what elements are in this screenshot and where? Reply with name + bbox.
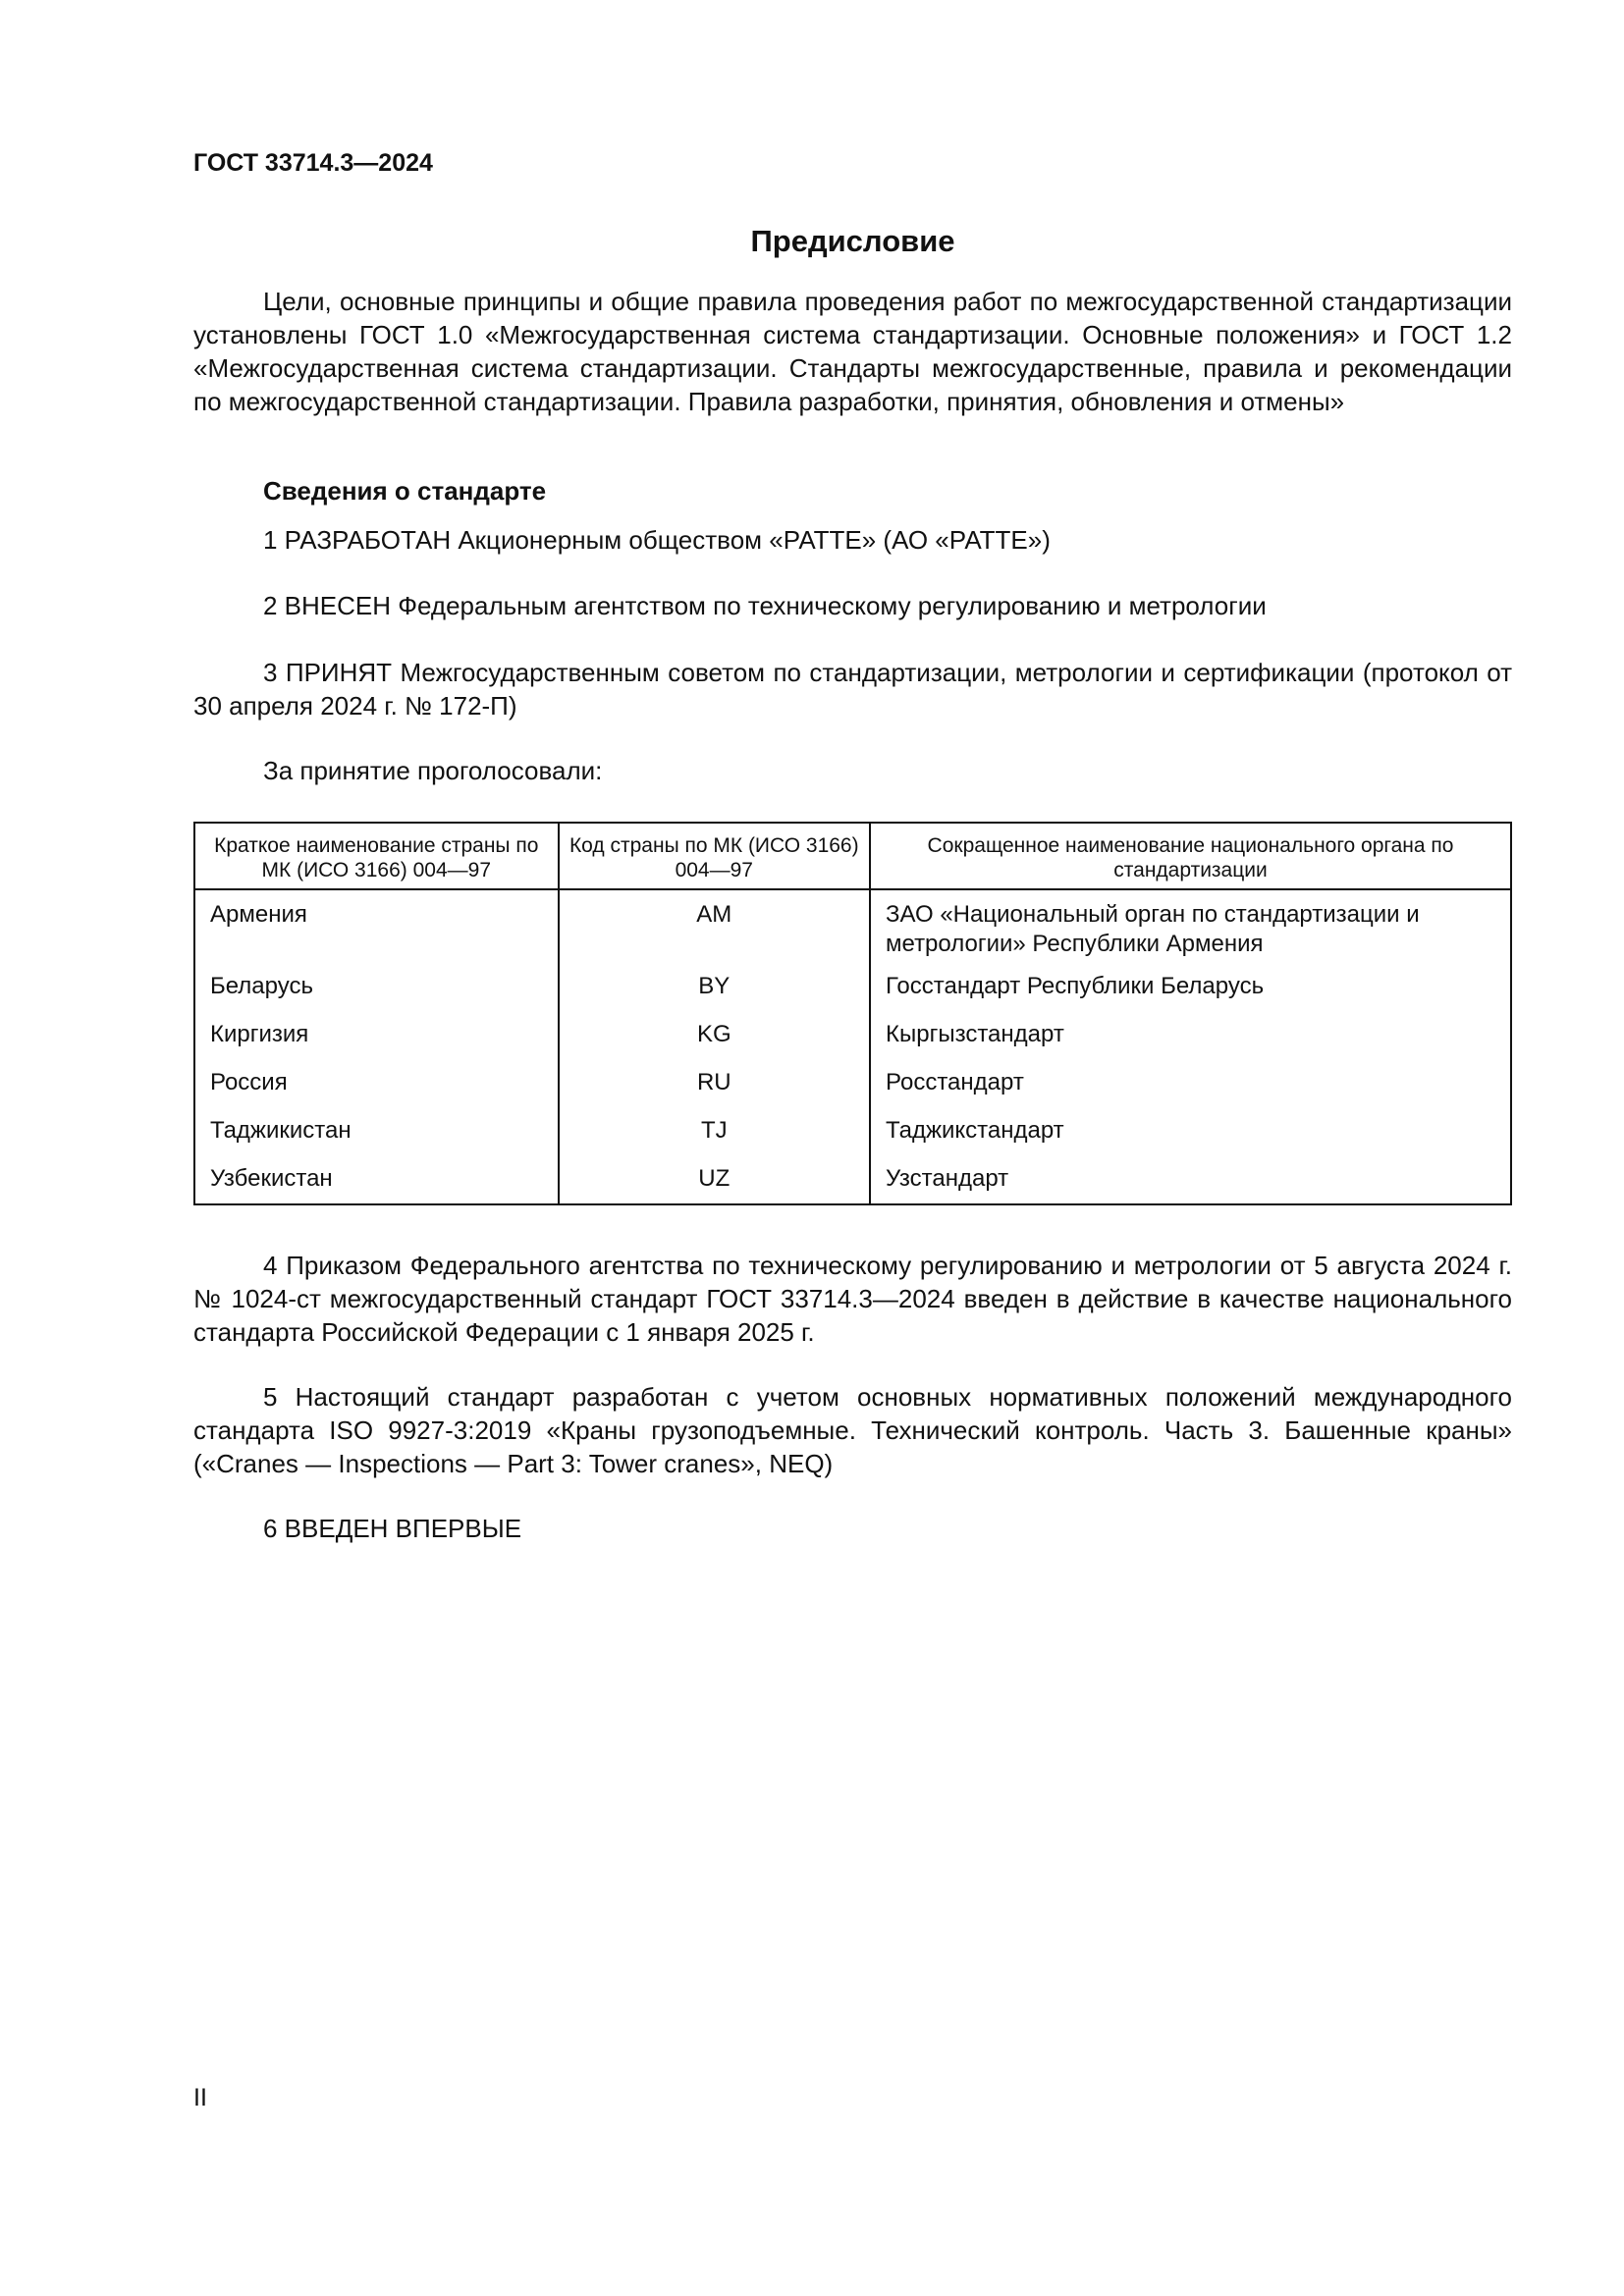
- body-cell: Кыргызстандарт: [870, 1007, 1511, 1055]
- code-cell: BY: [559, 959, 870, 1007]
- item-first-introduced: 6 ВВЕДЕН ВПЕРВЫЕ: [263, 1514, 522, 1543]
- country-cell: Киргизия: [194, 1007, 559, 1055]
- page-title: Предисловие: [750, 224, 955, 258]
- country-cell: Таджикистан: [194, 1103, 559, 1151]
- country-cell: Беларусь: [194, 959, 559, 1007]
- item-introduced: 2 ВНЕСЕН Федеральным агентством по техническому регулированию и метрологии: [263, 591, 1267, 620]
- item-developed: 1 РАЗРАБОТАН Акционерным обществом «РАТТЕ» (АО «РАТТЕ»): [263, 525, 1051, 555]
- page-number: II: [193, 2084, 207, 2111]
- table-row: [194, 1007, 1511, 1055]
- voted-label: За принятие проголосовали:: [263, 756, 603, 785]
- standard-code-header: ГОСТ 33714.3—2024: [193, 149, 433, 177]
- body-cell: Росстандарт: [870, 1055, 1511, 1103]
- code-cell: AM: [559, 889, 870, 959]
- table-row: [194, 959, 1511, 1007]
- country-cell: Узбекистан: [194, 1151, 559, 1204]
- table-row: [194, 1055, 1511, 1103]
- code-cell: RU: [559, 1055, 870, 1103]
- code-cell: TJ: [559, 1103, 870, 1151]
- body-cell: Таджикстандарт: [870, 1103, 1511, 1151]
- code-cell: KG: [559, 1007, 870, 1055]
- standard-info-subheading: Сведения о стандарте: [263, 476, 547, 506]
- header-body: Сокращенное наименование национального органа по стандартизации: [870, 823, 1511, 889]
- intro-paragraph: Цели, основные принципы и общие правила проведения работ по межгосударственной стандартизации установлены ГОСТ 1.0 «Межгосударственная система стандартизации. Основные положения» и ГОСТ 1.2 «Межгосударственная система стандартизации. Стандарты межгосударственные, правила и рекомендации по межгосударственной стандартизации. Правила разработки, принятия, обновления и отмены»: [193, 287, 1512, 416]
- voting-countries-table: [193, 822, 1512, 1205]
- item-adopted: 3 ПРИНЯТ Межгосударственным советом по стандартизации, метрологии и сертификации (протокол от 30 апреля 2024 г. № 172-П): [193, 658, 1512, 721]
- body-cell: Узстандарт: [870, 1151, 1511, 1204]
- header-country: Краткое наименование страны по МК (ИСО 3166) 004—97: [194, 823, 559, 889]
- item-iso-reference: 5 Настоящий стандарт разработан с учетом основных нормативных положений международного стандарта ISO 9927-3:2019 «Краны грузоподъемные. Технический контроль. Часть 3. Башенные краны» («Cranes — Inspections — Part 3: Tower cranes», NEQ): [193, 1382, 1512, 1478]
- code-cell: UZ: [559, 1151, 870, 1204]
- country-cell: Армения: [194, 889, 559, 959]
- table-row: [194, 1151, 1511, 1204]
- table-row: [194, 1103, 1511, 1151]
- body-cell: ЗАО «Национальный орган по стандартизации и метрологии» Республики Армения: [870, 889, 1511, 959]
- header-code: Код страны по МК (ИСО 3166) 004—97: [559, 823, 870, 889]
- table-header-row: [194, 823, 1511, 889]
- country-cell: Россия: [194, 1055, 559, 1103]
- table-row: [194, 889, 1511, 959]
- body-cell: Госстандарт Республики Беларусь: [870, 959, 1511, 1007]
- item-enacted: 4 Приказом Федерального агентства по техническому регулированию и метрологии от 5 августа 2024 г. № 1024-ст межгосударственный стандарт ГОСТ 33714.3—2024 введен в действие в качестве национального стандарта Российской Федерации с 1 января 2025 г.: [193, 1251, 1512, 1347]
